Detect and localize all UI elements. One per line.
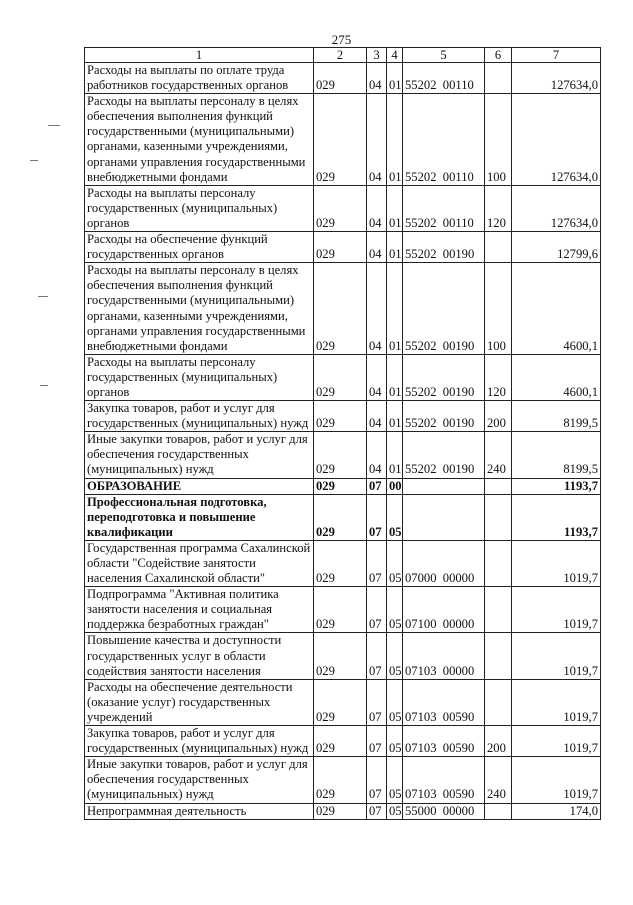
table-row xyxy=(85,726,601,757)
subsection-code: 01 xyxy=(387,63,403,94)
amount: 8199,5 xyxy=(512,432,601,478)
table-row xyxy=(85,432,601,478)
section-code: 04 xyxy=(367,401,387,432)
expense-type-code xyxy=(485,232,512,263)
target-code: 07103 00000 xyxy=(403,633,485,679)
subsection-code: 01 xyxy=(387,94,403,186)
section-code: 07 xyxy=(367,478,387,494)
subsection-code: 05 xyxy=(387,587,403,633)
target-code: 07103 00590 xyxy=(403,757,485,803)
budget-table xyxy=(84,47,601,820)
column-header: 3 xyxy=(367,48,387,63)
row-name: Расходы на выплаты персоналу государственных (муниципальных) органов xyxy=(85,354,314,400)
table-row xyxy=(85,803,601,819)
expense-type-code xyxy=(485,587,512,633)
amount: 4600,1 xyxy=(512,354,601,400)
table-row xyxy=(85,679,601,725)
amount: 12799,6 xyxy=(512,232,601,263)
column-header: 1 xyxy=(85,48,314,63)
table-row xyxy=(85,401,601,432)
subsection-code: 01 xyxy=(387,432,403,478)
target-code: 07103 00590 xyxy=(403,679,485,725)
target-code: 55000 00000 xyxy=(403,803,485,819)
target-code: 55202 00190 xyxy=(403,401,485,432)
subsection-code: 05 xyxy=(387,726,403,757)
subsection-code: 05 xyxy=(387,633,403,679)
amount: 1019,7 xyxy=(512,726,601,757)
expense-type-code xyxy=(485,679,512,725)
ministry-code: 029 xyxy=(314,232,367,263)
amount: 1193,7 xyxy=(512,478,601,494)
target-code: 07103 00590 xyxy=(403,726,485,757)
subsection-code: 01 xyxy=(387,354,403,400)
target-code: 07100 00000 xyxy=(403,587,485,633)
expense-type-code: 100 xyxy=(485,94,512,186)
expense-type-code: 120 xyxy=(485,354,512,400)
amount: 1019,7 xyxy=(512,540,601,586)
column-header: 6 xyxy=(485,48,512,63)
amount: 8199,5 xyxy=(512,401,601,432)
section-code: 07 xyxy=(367,803,387,819)
table-row xyxy=(85,633,601,679)
subsection-code: 01 xyxy=(387,401,403,432)
expense-type-code xyxy=(485,540,512,586)
table-row xyxy=(85,540,601,586)
subsection-code: 01 xyxy=(387,232,403,263)
subsection-code: 05 xyxy=(387,679,403,725)
amount: 1019,7 xyxy=(512,679,601,725)
scan-mark xyxy=(40,385,48,386)
row-name: Повышение качества и доступности государственных услуг в области содействия занятости населения xyxy=(85,633,314,679)
target-code: 55202 00190 xyxy=(403,232,485,263)
table-row xyxy=(85,263,601,355)
table-body xyxy=(85,63,601,820)
section-code: 04 xyxy=(367,263,387,355)
ministry-code: 029 xyxy=(314,726,367,757)
table-row xyxy=(85,757,601,803)
scan-mark xyxy=(30,160,38,161)
expense-type-code: 240 xyxy=(485,432,512,478)
expense-type-code: 240 xyxy=(485,757,512,803)
amount: 1019,7 xyxy=(512,757,601,803)
subsection-code: 05 xyxy=(387,803,403,819)
ministry-code: 029 xyxy=(314,757,367,803)
ministry-code: 029 xyxy=(314,803,367,819)
target-code: 55202 00110 xyxy=(403,63,485,94)
ministry-code: 029 xyxy=(314,540,367,586)
amount: 1193,7 xyxy=(512,494,601,540)
target-code xyxy=(403,478,485,494)
table-row xyxy=(85,478,601,494)
target-code: 55202 00190 xyxy=(403,263,485,355)
section-code: 07 xyxy=(367,587,387,633)
table-row xyxy=(85,587,601,633)
ministry-code: 029 xyxy=(314,587,367,633)
ministry-code: 029 xyxy=(314,94,367,186)
row-name: Расходы на обеспечение функций государственных органов xyxy=(85,232,314,263)
expense-type-code: 200 xyxy=(485,726,512,757)
amount: 4600,1 xyxy=(512,263,601,355)
header-row xyxy=(85,48,601,63)
amount: 127634,0 xyxy=(512,63,601,94)
target-code: 55202 00190 xyxy=(403,432,485,478)
amount: 174,0 xyxy=(512,803,601,819)
row-name: Иные закупки товаров, работ и услуг для обеспечения государственных (муниципальных) нужд xyxy=(85,757,314,803)
row-name: Профессиональная подготовка, переподготовка и повышение квалификации xyxy=(85,494,314,540)
row-name: Расходы на выплаты по оплате труда работников государственных органов xyxy=(85,63,314,94)
ministry-code: 029 xyxy=(314,263,367,355)
table-row xyxy=(85,185,601,231)
target-code: 55202 00110 xyxy=(403,94,485,186)
section-code: 07 xyxy=(367,633,387,679)
column-header: 5 xyxy=(403,48,485,63)
table-row xyxy=(85,232,601,263)
target-code: 55202 00110 xyxy=(403,185,485,231)
amount: 1019,7 xyxy=(512,587,601,633)
table-row xyxy=(85,494,601,540)
subsection-code: 01 xyxy=(387,185,403,231)
section-code: 04 xyxy=(367,432,387,478)
expense-type-code xyxy=(485,478,512,494)
column-header: 2 xyxy=(314,48,367,63)
column-header: 7 xyxy=(512,48,601,63)
ministry-code: 029 xyxy=(314,401,367,432)
section-code: 07 xyxy=(367,540,387,586)
table-row xyxy=(85,354,601,400)
row-name: Подпрограмма "Активная политика занятости населения и социальная поддержка безработных граждан" xyxy=(85,587,314,633)
row-name: Расходы на выплаты персоналу в целях обеспечения выполнения функций государственными (муниципальными) органами, казенными учреждениями, органами управления государственными внебюджетными фондами xyxy=(85,94,314,186)
expense-type-code: 200 xyxy=(485,401,512,432)
scan-mark xyxy=(48,125,60,126)
section-code: 04 xyxy=(367,94,387,186)
expense-type-code xyxy=(485,803,512,819)
amount: 1019,7 xyxy=(512,633,601,679)
section-code: 07 xyxy=(367,726,387,757)
amount: 127634,0 xyxy=(512,94,601,186)
ministry-code: 029 xyxy=(314,679,367,725)
subsection-code: 05 xyxy=(387,757,403,803)
ministry-code: 029 xyxy=(314,478,367,494)
row-name: Расходы на выплаты персоналу государственных (муниципальных) органов xyxy=(85,185,314,231)
ministry-code: 029 xyxy=(314,432,367,478)
expense-type-code xyxy=(485,63,512,94)
section-code: 04 xyxy=(367,232,387,263)
row-name: Иные закупки товаров, работ и услуг для обеспечения государственных (муниципальных) нужд xyxy=(85,432,314,478)
row-name: Непрограммная деятельность xyxy=(85,803,314,819)
subsection-code: 05 xyxy=(387,540,403,586)
expense-type-code xyxy=(485,494,512,540)
ministry-code: 029 xyxy=(314,354,367,400)
section-code: 07 xyxy=(367,494,387,540)
table-row xyxy=(85,63,601,94)
page-number: 275 xyxy=(331,32,352,47)
subsection-code: 05 xyxy=(387,494,403,540)
row-name: Расходы на выплаты персоналу в целях обеспечения выполнения функций государственными (муниципальными) органами, казенными учреждениями, органами управления государственными внебюджетными фондами xyxy=(85,263,314,355)
row-name: Закупка товаров, работ и услуг для государственных (муниципальных) нужд xyxy=(85,726,314,757)
table-row xyxy=(85,94,601,186)
section-code: 04 xyxy=(367,354,387,400)
section-code: 04 xyxy=(367,63,387,94)
row-name: ОБРАЗОВАНИЕ xyxy=(85,478,314,494)
target-code: 07000 00000 xyxy=(403,540,485,586)
ministry-code: 029 xyxy=(314,63,367,94)
ministry-code: 029 xyxy=(314,185,367,231)
row-name: Государственная программа Сахалинской области "Содействие занятости населения Сахалинской области" xyxy=(85,540,314,586)
section-code: 07 xyxy=(367,757,387,803)
ministry-code: 029 xyxy=(314,633,367,679)
subsection-code: 01 xyxy=(387,263,403,355)
column-header: 4 xyxy=(387,48,403,63)
section-code: 07 xyxy=(367,679,387,725)
expense-type-code xyxy=(485,633,512,679)
subsection-code: 00 xyxy=(387,478,403,494)
row-name: Расходы на обеспечение деятельности (оказание услуг) государственных учреждений xyxy=(85,679,314,725)
expense-type-code: 100 xyxy=(485,263,512,355)
target-code: 55202 00190 xyxy=(403,354,485,400)
section-code: 04 xyxy=(367,185,387,231)
target-code xyxy=(403,494,485,540)
amount: 127634,0 xyxy=(512,185,601,231)
expense-type-code: 120 xyxy=(485,185,512,231)
row-name: Закупка товаров, работ и услуг для государственных (муниципальных) нужд xyxy=(85,401,314,432)
ministry-code: 029 xyxy=(314,494,367,540)
scan-mark xyxy=(38,296,48,297)
